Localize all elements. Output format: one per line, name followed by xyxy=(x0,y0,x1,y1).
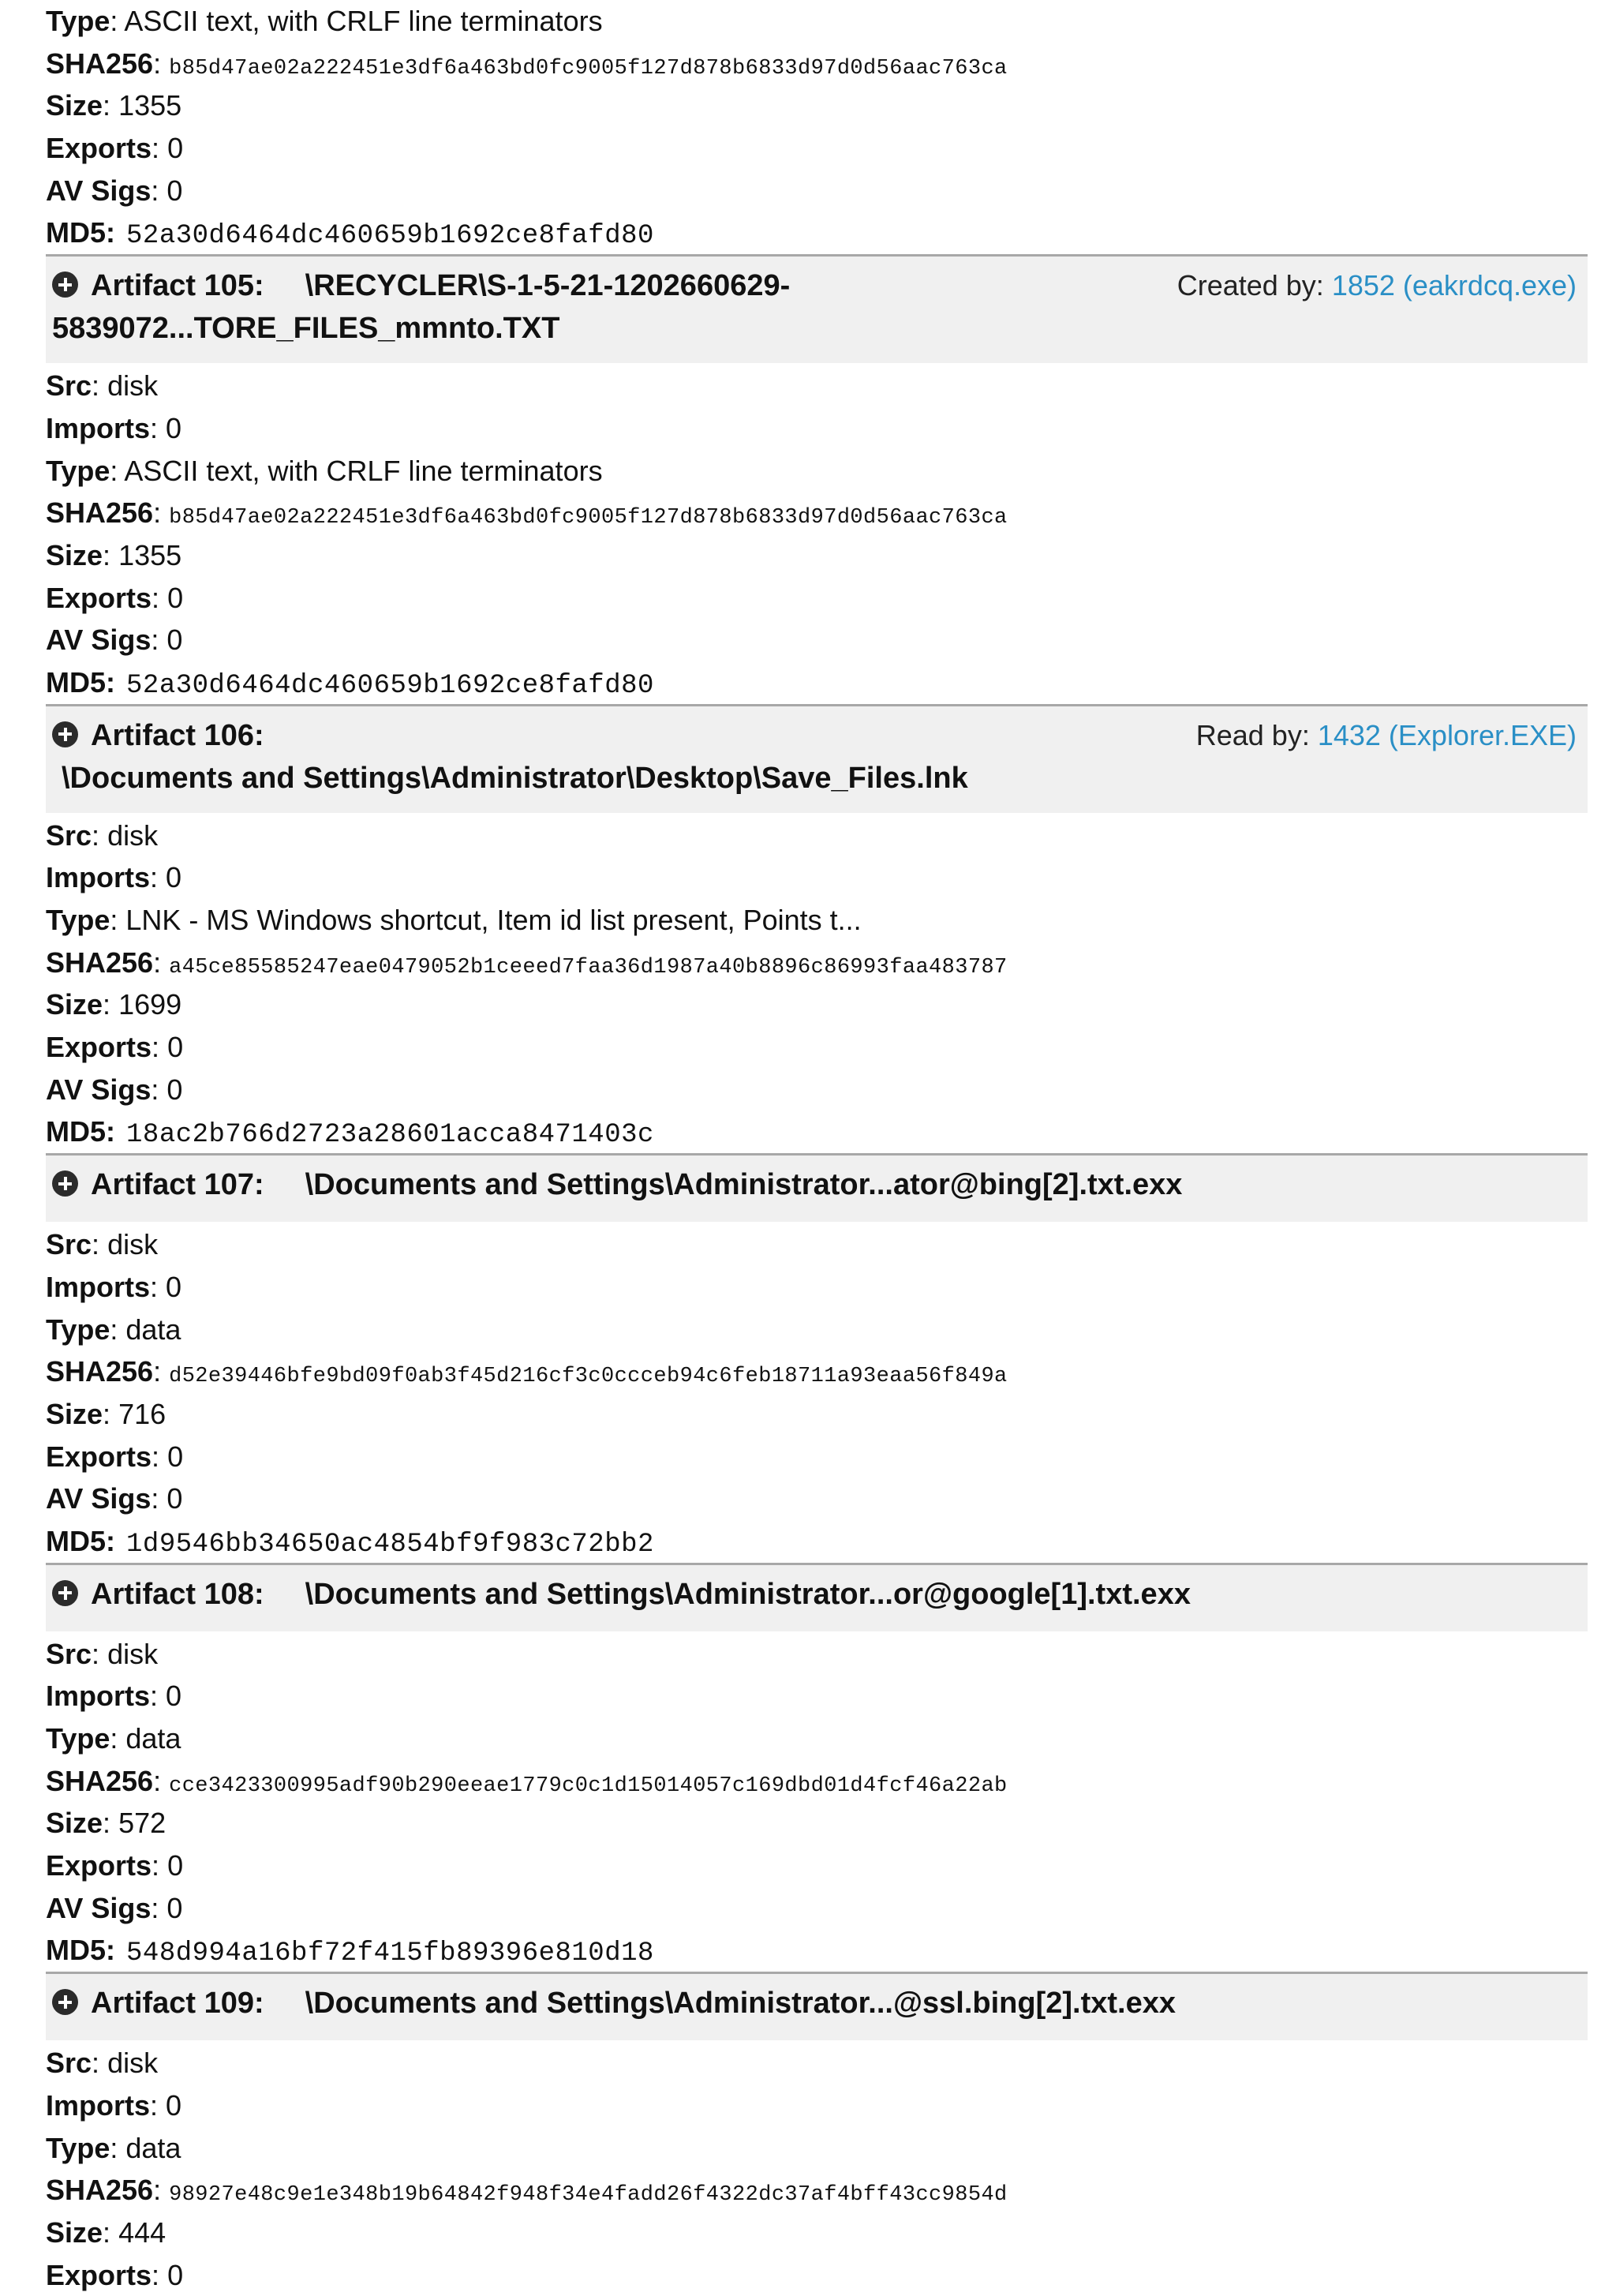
size-label: Size xyxy=(46,1397,103,1430)
artifact-107 xyxy=(46,1155,1588,1563)
imports-row: Imports: 0 xyxy=(46,1680,182,1713)
md5-row: MD5: 548d994a16bf72f415fb89396e810d18 xyxy=(46,1934,654,1969)
av-sigs-row: AV Sigs: 0 xyxy=(46,624,183,657)
md5-row: MD5: 52a30d6464dc460659b1692ce8fafd80 xyxy=(46,665,654,701)
artifact-path: \Documents and Settings\Administrator...or@google[1].txt.exx xyxy=(305,1577,1191,1611)
md5-value: 52a30d6464dc460659b1692ce8fafd80 xyxy=(126,221,654,252)
src-label: Src xyxy=(46,818,92,852)
exports-label: Exports xyxy=(46,2258,152,2291)
imports-label: Imports xyxy=(46,1680,151,1713)
sha256-value: cce3423300995adf90b290eeae1779c0c1d15014057c169dbd01d4fcf46a22ab xyxy=(169,1774,1008,1798)
size-row: Size: 572 xyxy=(46,1807,166,1840)
av-sigs-label: AV Sigs xyxy=(46,1482,152,1515)
md5-label: MD5 xyxy=(46,216,107,249)
exports-label: Exports xyxy=(46,1849,152,1882)
artifact-path-cont: 5839072...TORE_FILES_mmnto.TXT xyxy=(52,312,560,346)
size-value: 716 xyxy=(118,1397,166,1430)
sha256-label: SHA256 xyxy=(46,1355,154,1388)
exports-label: Exports xyxy=(46,581,152,614)
artifact-108-header[interactable] xyxy=(46,1565,1588,1631)
size-value: 1699 xyxy=(118,988,182,1021)
src-row: Src: disk xyxy=(46,1228,159,1261)
src-value: disk xyxy=(107,369,159,403)
expand-plus-icon[interactable] xyxy=(52,1989,78,2015)
src-row: Src: disk xyxy=(46,2047,159,2080)
av-sigs-label: AV Sigs xyxy=(46,1891,152,1924)
exports-value: 0 xyxy=(167,1440,184,1473)
type-label: Type xyxy=(46,1722,110,1755)
imports-row: Imports: 0 xyxy=(46,1270,182,1303)
size-label: Size xyxy=(46,1807,103,1840)
av-sigs-label: AV Sigs xyxy=(46,624,152,657)
created-by-label: Created by: xyxy=(1176,269,1332,302)
md5-value: 548d994a16bf72f415fb89396e810d18 xyxy=(126,1938,654,1969)
exports-row: Exports: 0 xyxy=(46,1031,184,1064)
exports-label: Exports xyxy=(46,1440,152,1473)
sha256-label: SHA256 xyxy=(46,946,154,979)
type-value: data xyxy=(125,1722,181,1755)
type-value: ASCII text, with CRLF line terminators xyxy=(124,5,603,37)
artifact-path: \Documents and Settings\Administrator...@ssl.bing[2].txt.exx xyxy=(305,1987,1176,2021)
type-row: Type: ASCII text, with CRLF line terminators xyxy=(46,454,603,487)
size-value: 572 xyxy=(118,1807,166,1840)
md5-row: MD5: 1d9546bb34650ac4854bf9f983c72bb2 xyxy=(46,1524,654,1560)
artifact-number: Artifact 108: xyxy=(91,1577,264,1611)
av-sigs-value: 0 xyxy=(166,1891,183,1924)
artifact-109-title xyxy=(52,1982,1577,2024)
artifact-107-header[interactable] xyxy=(46,1155,1588,1222)
sha256-row: SHA256: d52e39446bfe9bd09f0ab3f45d216cf3c0ccceb94c6feb18711a93eaa56f849a xyxy=(46,1355,1008,1389)
artifact-108 xyxy=(46,1565,1588,1972)
sha256-row: SHA256: b85d47ae02a222451e3df6a463bd0fc9005f127d878b6833d97d0d56aac763ca xyxy=(46,496,1008,530)
av-sigs-row: AV Sigs: 0 xyxy=(46,1073,183,1106)
src-value: disk xyxy=(107,2047,159,2080)
type-label: Type xyxy=(46,5,110,37)
sha256-value: b85d47ae02a222451e3df6a463bd0fc9005f127d878b6833d97d0d56aac763ca xyxy=(169,506,1008,530)
artifact-106-header[interactable] xyxy=(46,706,1588,813)
expand-plus-icon[interactable] xyxy=(52,721,78,747)
av-sigs-row: AV Sigs: 0 xyxy=(46,174,183,207)
expand-plus-icon[interactable] xyxy=(52,1170,78,1197)
imports-row: Imports: 0 xyxy=(46,2088,182,2122)
sha256-label: SHA256 xyxy=(46,1764,154,1797)
imports-value: 0 xyxy=(166,411,182,444)
sha256-value: a45ce85585247eae0479052b1ceeed7faa36d1987a40b8896c86993faa483787 xyxy=(169,955,1008,979)
artifact-number: Artifact 109: xyxy=(91,1987,264,2021)
av-sigs-row: AV Sigs: 0 xyxy=(46,1891,183,1924)
artifact-109 xyxy=(46,1974,1588,2296)
src-label: Src xyxy=(46,1228,92,1261)
sha256-value: b85d47ae02a222451e3df6a463bd0fc9005f127d878b6833d97d0d56aac763ca xyxy=(169,56,1008,81)
av-sigs-label: AV Sigs xyxy=(46,174,152,207)
artifact-107-title xyxy=(52,1163,1577,1206)
artifact-number: Artifact 107: xyxy=(91,1168,264,1202)
type-label: Type xyxy=(46,454,110,487)
exports-row: Exports: 0 xyxy=(46,1440,184,1473)
imports-row: Imports: 0 xyxy=(46,411,182,444)
exports-row: Exports: 0 xyxy=(46,2258,184,2291)
exports-value: 0 xyxy=(167,1849,184,1882)
sha256-row: SHA256: cce3423300995adf90b290eeae1779c0c1d15014057c169dbd01d4fcf46a22ab xyxy=(46,1764,1008,1798)
artifact-106-relation xyxy=(1196,714,1577,757)
type-value: LNK - MS Windows shortcut, Item id list present, Points t... xyxy=(125,904,862,936)
type-label: Type xyxy=(46,1313,110,1346)
av-sigs-label: AV Sigs xyxy=(46,1073,152,1106)
exports-label: Exports xyxy=(46,1031,152,1064)
artifact-105 xyxy=(46,257,1588,704)
expand-plus-icon[interactable] xyxy=(52,1580,78,1606)
exports-value: 0 xyxy=(167,2258,184,2291)
sha256-row: SHA256: b85d47ae02a222451e3df6a463bd0fc9005f127d878b6833d97d0d56aac763ca xyxy=(46,47,1008,81)
size-row: Size: 1355 xyxy=(46,89,182,122)
md5-row: MD5: 52a30d6464dc460659b1692ce8fafd80 xyxy=(46,216,654,252)
expand-plus-icon[interactable] xyxy=(52,272,78,298)
src-value: disk xyxy=(107,1228,159,1261)
size-row: Size: 444 xyxy=(46,2215,166,2249)
type-row: Type: data xyxy=(46,1313,181,1346)
sha256-label: SHA256 xyxy=(46,496,154,530)
type-value: ASCII text, with CRLF line terminators xyxy=(124,454,603,487)
md5-label: MD5 xyxy=(46,1115,107,1148)
type-row: Type: LNK - MS Windows shortcut, Item id list present, Points t... xyxy=(46,904,862,936)
process-link[interactable]: 1852 (eakrdcq.exe) xyxy=(1331,269,1577,302)
artifact-104-details xyxy=(46,0,1588,254)
size-label: Size xyxy=(46,538,103,571)
src-value: disk xyxy=(107,1637,159,1670)
md5-value: 18ac2b766d2723a28601acca8471403c xyxy=(126,1120,654,1151)
exports-row: Exports: 0 xyxy=(46,132,184,165)
size-value: 444 xyxy=(118,2215,166,2249)
type-value: data xyxy=(125,1313,181,1346)
av-sigs-value: 0 xyxy=(166,174,183,207)
size-row: Size: 1699 xyxy=(46,988,182,1021)
src-label: Src xyxy=(46,1637,92,1670)
artifact-list xyxy=(46,0,1588,2296)
exports-value: 0 xyxy=(167,1031,184,1064)
sha256-row: SHA256: a45ce85585247eae0479052b1ceeed7faa36d1987a40b8896c86993faa483787 xyxy=(46,946,1008,979)
artifact-path: \Documents and Settings\Administrator\Desktop\Save_Files.lnk xyxy=(62,761,968,795)
artifact-105-header[interactable] xyxy=(46,257,1588,363)
size-label: Size xyxy=(46,988,103,1021)
exports-row: Exports: 0 xyxy=(46,1849,184,1882)
type-value: data xyxy=(125,2131,181,2164)
md5-label: MD5 xyxy=(46,665,107,699)
read-by-label: Read by: xyxy=(1195,718,1318,751)
artifact-105-relation xyxy=(1177,264,1577,307)
imports-label: Imports xyxy=(46,411,151,444)
artifact-number: Artifact 106: xyxy=(91,718,264,752)
size-row: Size: 716 xyxy=(46,1397,166,1430)
artifact-path: \Documents and Settings\Administrator...ator@bing[2].txt.exx xyxy=(305,1168,1183,1202)
exports-row: Exports: 0 xyxy=(46,581,184,614)
md5-label: MD5 xyxy=(46,1524,107,1557)
artifact-108-title xyxy=(52,1573,1577,1616)
md5-label: MD5 xyxy=(46,1934,107,1967)
type-label: Type xyxy=(46,904,110,936)
exports-value: 0 xyxy=(167,132,184,165)
size-row: Size: 1355 xyxy=(46,538,182,571)
type-row: Type: ASCII text, with CRLF line terminators xyxy=(46,5,603,37)
sha256-value: d52e39446bfe9bd09f0ab3f45d216cf3c0ccceb94c6feb18711a93eaa56f849a xyxy=(169,1365,1008,1389)
artifact-106 xyxy=(46,706,1588,1154)
imports-label: Imports xyxy=(46,1270,151,1303)
md5-value: 1d9546bb34650ac4854bf9f983c72bb2 xyxy=(126,1529,654,1560)
imports-value: 0 xyxy=(166,861,182,894)
imports-value: 0 xyxy=(166,2088,182,2122)
src-row: Src: disk xyxy=(46,1637,159,1670)
src-row: Src: disk xyxy=(46,818,159,852)
md5-row: MD5: 18ac2b766d2723a28601acca8471403c xyxy=(46,1115,654,1151)
imports-row: Imports: 0 xyxy=(46,861,182,894)
src-value: disk xyxy=(107,818,159,852)
size-label: Size xyxy=(46,89,103,122)
av-sigs-row: AV Sigs: 0 xyxy=(46,1482,183,1515)
sha256-row: SHA256: 98927e48c9e1e348b19b64842f948f34e4fadd26f4322dc37af4bff43cc9854d xyxy=(46,2174,1008,2208)
src-label: Src xyxy=(46,369,92,403)
src-label: Src xyxy=(46,2047,92,2080)
process-link[interactable]: 1432 (Explorer.EXE) xyxy=(1317,718,1577,751)
artifact-number: Artifact 105: xyxy=(91,269,264,303)
sha256-value: 98927e48c9e1e348b19b64842f948f34e4fadd26f4322dc37af4bff43cc9854d xyxy=(169,2183,1008,2208)
src-row: Src: disk xyxy=(46,369,159,403)
av-sigs-value: 0 xyxy=(166,1482,183,1515)
sha256-label: SHA256 xyxy=(46,47,154,80)
av-sigs-value: 0 xyxy=(166,624,183,657)
artifact-109-header[interactable] xyxy=(46,1974,1588,2040)
exports-value: 0 xyxy=(167,581,184,614)
imports-label: Imports xyxy=(46,2088,151,2122)
size-label: Size xyxy=(46,2215,103,2249)
imports-label: Imports xyxy=(46,861,151,894)
imports-value: 0 xyxy=(166,1270,182,1303)
artifact-path: \RECYCLER\S-1-5-21-1202660629- xyxy=(305,269,791,303)
imports-value: 0 xyxy=(166,1680,182,1713)
type-label: Type xyxy=(46,2131,110,2164)
size-value: 1355 xyxy=(118,538,182,571)
type-row: Type: data xyxy=(46,1722,181,1755)
sha256-label: SHA256 xyxy=(46,2174,154,2207)
av-sigs-value: 0 xyxy=(166,1073,183,1106)
type-row: Type: data xyxy=(46,2131,181,2164)
size-value: 1355 xyxy=(118,89,182,122)
md5-value: 52a30d6464dc460659b1692ce8fafd80 xyxy=(126,670,654,701)
exports-label: Exports xyxy=(46,132,152,165)
